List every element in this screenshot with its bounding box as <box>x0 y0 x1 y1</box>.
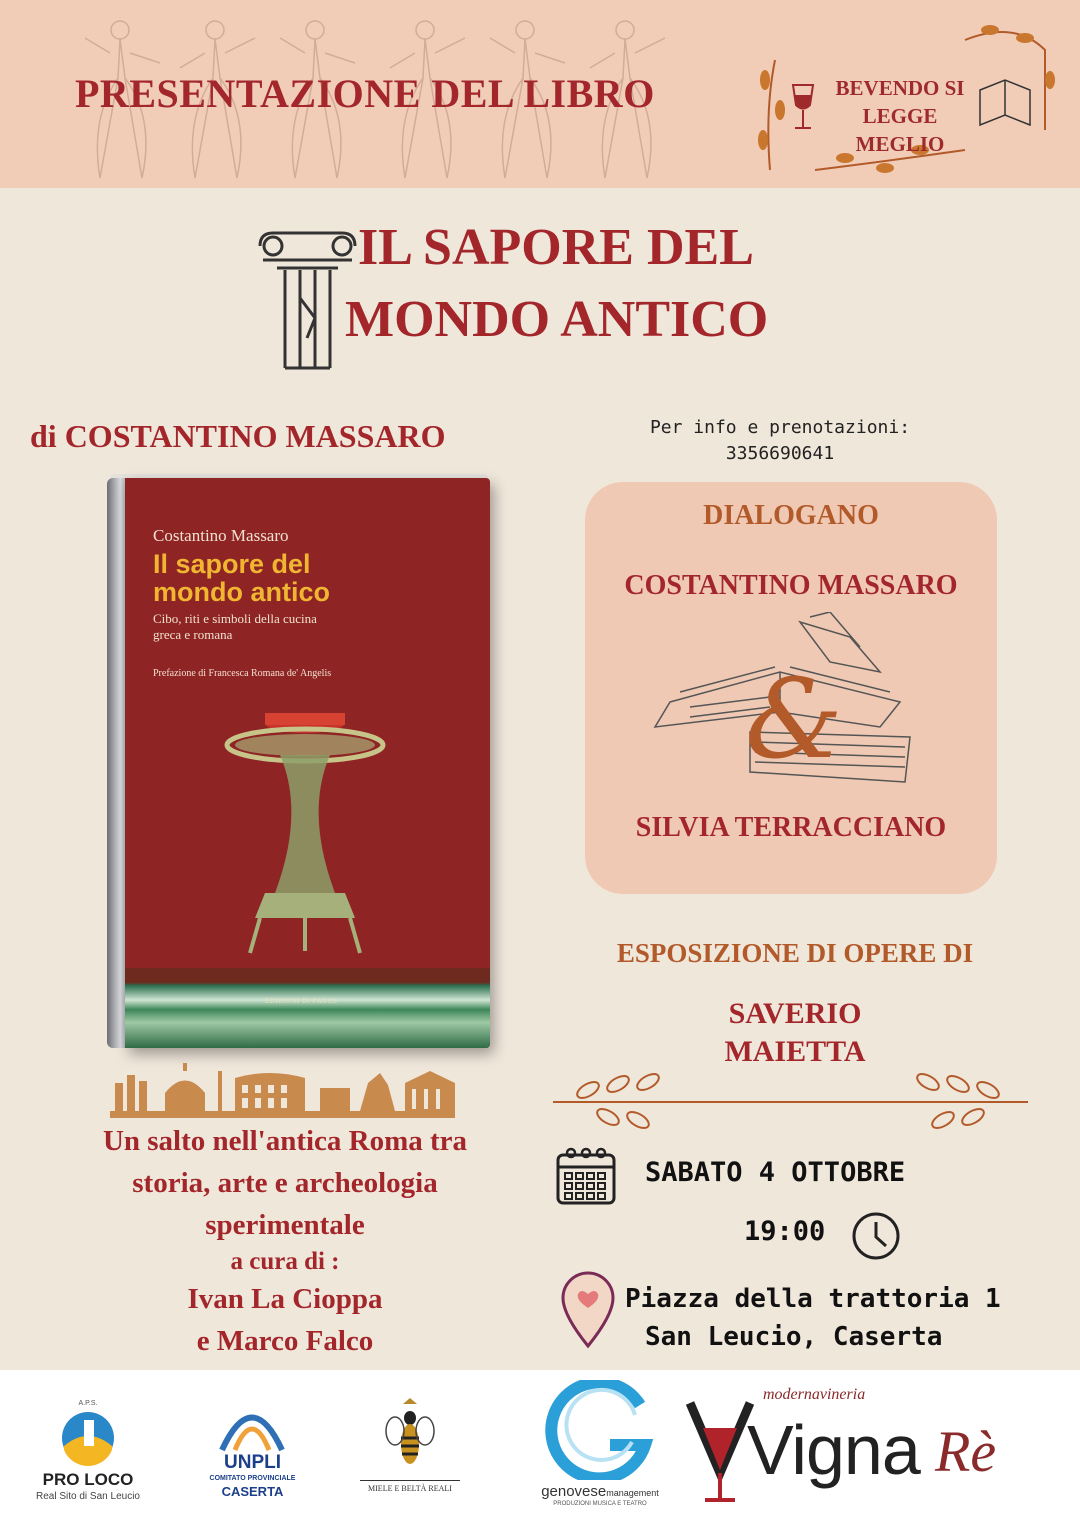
genovese-name-main: genovese <box>541 1483 607 1500</box>
exhibition-artist <box>585 995 1005 1071</box>
cover-publisher: EDIZIONI DI PAGUS <box>265 997 338 1005</box>
miele-divider <box>360 1480 460 1481</box>
cover-subtitle-line-2: greca e romana <box>153 627 233 642</box>
proloco-subtitle: Real Sito di San Leucio <box>36 1491 140 1502</box>
bee-icon <box>385 1396 435 1476</box>
tagline <box>70 1120 500 1246</box>
event-address <box>625 1280 1001 1356</box>
rome-skyline-illustration <box>110 1063 455 1118</box>
cover-author: Costantino Massaro <box>153 526 289 545</box>
slogan-line-2: LEGGE MEGLIO <box>855 104 945 156</box>
vigna-re-text: Rè <box>935 1419 997 1484</box>
unpli-logo[interactable] <box>205 1382 300 1512</box>
unpli-arc-icon <box>217 1390 287 1452</box>
genovese-subtitle: PRODUZIONI MUSICA E TEATRO <box>553 1501 647 1507</box>
cover-subtitle <box>153 611 383 643</box>
cover-title-line-2: mondo antico <box>153 577 330 607</box>
ampersand: & <box>745 655 843 783</box>
cover-subtitle-line-1: Cibo, riti e simboli della cucina <box>153 611 317 626</box>
vigna-re-logo[interactable] <box>685 1378 1060 1518</box>
proloco-emblem-icon <box>60 1410 116 1466</box>
miele-name: MIELE E BELTÀ REALI <box>368 1484 452 1493</box>
genovese-logo[interactable] <box>525 1375 675 1520</box>
laurel-divider <box>548 1062 1033 1142</box>
speaker-2: SILVIA TERRACCIANO <box>635 812 947 843</box>
book-cover <box>125 478 490 1048</box>
speaker-1: COSTANTINO MASSARO <box>624 570 958 601</box>
event-title-line-1: IL SAPORE DEL <box>358 219 754 276</box>
header-title: PRESENTAZIONE DEL LIBRO <box>75 71 655 116</box>
unpli-subtitle-1: COMITATO PROVINCIALE <box>209 1475 296 1482</box>
info-label: Per info e prenotazioni: <box>649 417 911 438</box>
author-line: di COSTANTINO MASSARO <box>30 418 446 454</box>
artist-line-1: SAVERIO <box>728 997 862 1030</box>
curator-1: Ivan La Cioppa <box>187 1283 383 1315</box>
proloco-small-text: A.P.S. <box>78 1400 98 1407</box>
dialogue-title: DIALOGANO <box>703 500 879 531</box>
clock-icon <box>850 1210 902 1262</box>
unpli-name: UNPLI <box>224 1452 281 1473</box>
sponsor-footer <box>0 1370 1080 1523</box>
slogan <box>820 74 980 158</box>
vigna-top-text: modernavineria <box>763 1386 866 1403</box>
exhibition-title: ESPOSIZIONE DI OPERE DI <box>616 938 974 968</box>
genovese-name <box>525 1483 675 1500</box>
cover-green-band <box>125 968 490 1048</box>
slogan-line-1: BEVENDO SI <box>835 76 965 100</box>
proloco-name: PRO LOCO <box>42 1470 134 1489</box>
proloco-logo[interactable] <box>28 1388 148 1513</box>
location-pin-icon <box>558 1270 618 1350</box>
pedestal-painting <box>205 693 405 983</box>
genovese-name-suffix: management <box>606 1488 659 1498</box>
cover-title <box>153 550 330 606</box>
curator-2: e Marco Falco <box>196 1325 374 1357</box>
wine-glass-v-icon <box>685 1398 755 1508</box>
tagline-line-1: Un salto nell'antica Roma tra <box>102 1125 468 1157</box>
vigna-name: Vigna <box>747 1411 920 1489</box>
phone-number[interactable]: 3356690641 <box>725 443 835 464</box>
address-line-2: San Leucio, Caserta <box>645 1322 943 1352</box>
artist-line-2: MAIETTA <box>724 1035 866 1068</box>
calendar-icon <box>555 1145 617 1207</box>
miele-logo[interactable] <box>355 1388 465 1508</box>
address-line-1: Piazza della trattoria 1 <box>625 1284 1001 1314</box>
unpli-subtitle-2: CASERTA <box>221 1484 284 1499</box>
genovese-g-icon <box>540 1380 655 1480</box>
tagline-line-3: sperimentale <box>205 1209 365 1241</box>
info-block <box>600 415 960 467</box>
event-time: 19:00 <box>744 1216 826 1247</box>
tagline-line-2: storia, arte e archeologia <box>132 1167 438 1199</box>
cover-title-line-1: Il sapore del <box>153 549 311 579</box>
cover-preface: Prefazione di Francesca Romana de' Angelis <box>153 668 332 679</box>
event-date: SABATO 4 OTTOBRE <box>645 1157 906 1188</box>
event-title-line-2: MONDO ANTICO <box>345 291 769 348</box>
curator-label: a cura di : <box>230 1248 340 1275</box>
